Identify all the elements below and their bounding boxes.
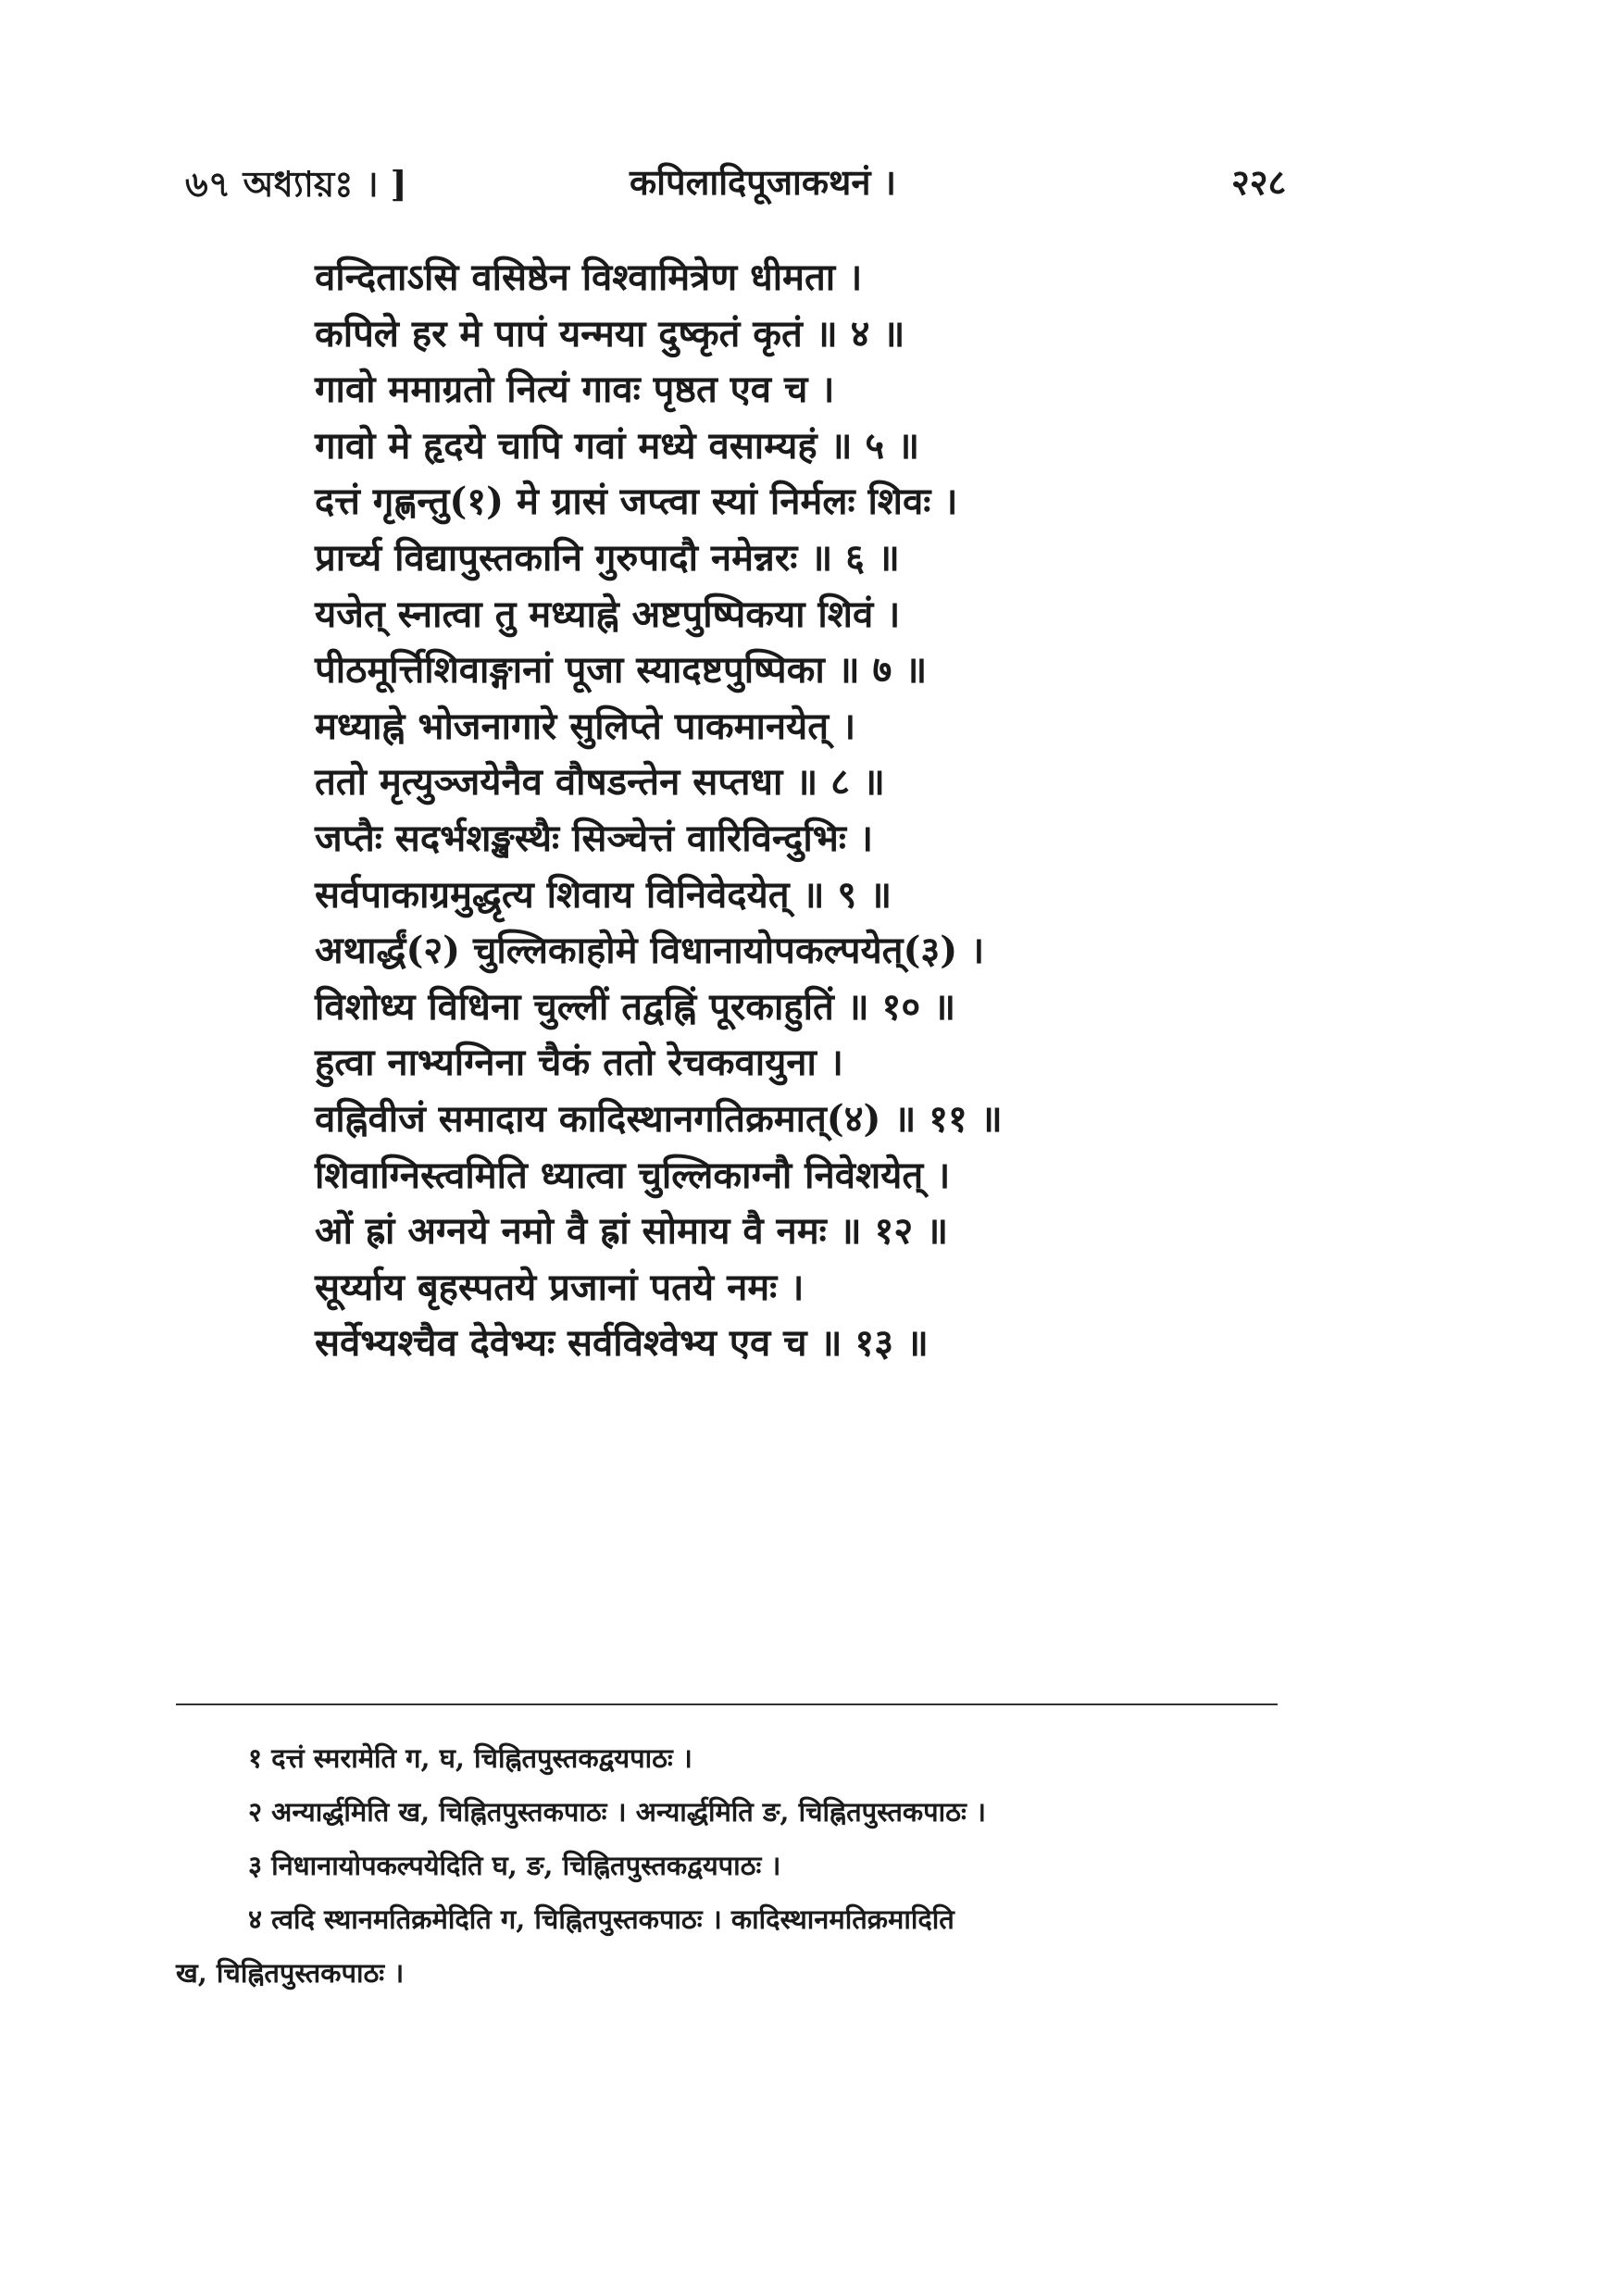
verse-line: शिवाग्निस्त्वमिति ध्यात्वा चुल्लिकाग्नौ निवेशयेत् । [315,1153,951,1197]
verse-line: गावो मे हृदये चापि गवां मध्ये वसाम्यहं ॥ ५ ॥ [315,423,920,468]
footnote-line: २ अन्यार्द्धमिति ख, चिह्नितपुस्तकपाठः । अन्यार्द्धमिति ङ, चिह्नितपुस्तकपाठः । [248,1796,986,1828]
verse-line: हुत्वा नाभ्यग्निना चैकं ततो रेचकवायुना । [315,1041,843,1085]
footnote-line: ख, चिह्नितपुस्तकपाठः । [176,1957,405,1989]
verse-line: वन्दिताऽसि वसिष्ठेन विश्वामित्रेण धीमता । [315,256,863,299]
running-title: कपिलादिपूजाकथनं । [630,161,897,203]
verse-line: ओं ह्रां अग्नये नमो वै ह्रां सोमाय वै नमः ॥ १२ ॥ [315,1209,949,1254]
verse-line: सूर्य्याय बृहस्पतये प्रजानां पतये नमः । [315,1265,805,1309]
verse-line: वह्निवीजं समादाय कादिस्थानगतिक्रमात्(४) ॥ ११ ॥ [315,1096,1003,1141]
verse-line: गावो ममाग्रतो नित्यं गावः पृष्ठत एव च । [315,368,835,412]
verse-line: पीठमूर्त्तिशिवाङ्गानां पूजा स्यादष्टपुष्पिका ॥ ७ ॥ [315,648,928,693]
chapter-label: ৬৭ অধ্যায়ঃ । ] [185,163,407,205]
footnote-divider [176,1703,1278,1705]
footnote-line: १ दत्तं स्मरामेति ग, घ, चिह्नितपुस्तकद्वयपाठः । [248,1742,692,1774]
verse-line: यजेत् स्नात्वा तु मध्याह्ने अष्टपुष्पिकया शिवं । [315,592,901,636]
verse-line: सर्वपाकाग्रमुद्धृत्य शिवाय विनिवेदयेत् ॥ ९ ॥ [315,872,892,917]
verse-line: जप्तैः सदर्भशङ्खस्थैः सिञ्चेत्तं वारिविन्दुभिः । [315,816,874,860]
verse-block [315,250,1518,1372]
verse-line: प्रार्च्य विद्यापुस्तकानि गुरुपादौ नमेन्नरः ॥ ६ ॥ [315,535,900,580]
page-number: २२८ [1231,161,1287,203]
footnote-block [176,1731,1379,2000]
verse-line: दत्तं गृह्णन्तु(१) मे ग्रासं जप्त्वा स्यां निर्मलः शिवः । [315,480,958,524]
verse-line: विशोध्य विधिना चुल्लीं तद्वह्निं पूरकाहुतिं ॥ १० ॥ [315,984,956,1029]
verse-line: मध्याह्ने भोजनागारे सुलिप्ते पाकमानयेत् । [315,704,856,748]
verse-line: कपिले हर मे पापं यन्मया दुष्कृतं कृतं ॥ ४ ॥ [315,311,905,356]
footnote-line: ४ त्वदि स्थानमतिक्रमेदिति ग, चिह्नितपुस्तकपाठः । कादिस्थानमतिक्रमादिति [248,1903,954,1935]
verse-line: अथार्द्धं(२) चुल्लिकाहोमे विधानायोपकल्पयेत्(३) । [315,929,985,973]
verse-line: ततो मृत्युञ्जयेनैव वौषडन्तेन सप्तधा ॥ ८ ॥ [315,760,885,805]
footnote-line: ३ निधानायोपकल्पयेदिति घ, ङ, चिह्नितपुस्तकद्वयपाठः । [248,1850,781,1881]
verse-line: सर्वेभ्यश्चैव देवेभ्यः सर्वविश्वेभ्य एव च ॥ १३ ॥ [315,1321,929,1366]
page-header [0,157,1622,213]
